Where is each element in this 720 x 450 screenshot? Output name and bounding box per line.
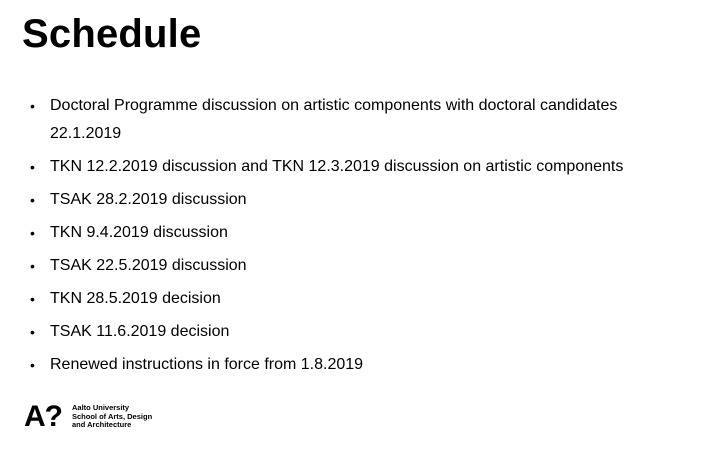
logo-line: School of Arts, Design [72, 411, 153, 421]
bullet-icon: • [30, 225, 35, 241]
list-item-text: TKN 12.2.2019 discussion and TKN 12.3.2019 discussion on artistic components [50, 158, 624, 175]
bullet-icon: • [30, 258, 35, 274]
list-item [0, 92, 680, 148]
bullet-icon: • [30, 159, 35, 175]
schedule-list [0, 92, 700, 384]
aalto-logo [24, 402, 152, 432]
list-item-text: TKN 9.4.2019 discussion [50, 224, 228, 241]
list-item [0, 252, 700, 280]
bullet-icon: • [30, 357, 35, 373]
bullet-icon: • [30, 192, 35, 208]
bullet-icon: • [30, 98, 35, 114]
list-item [0, 285, 700, 313]
list-item [0, 186, 700, 214]
list-item-text: TSAK 22.5.2019 discussion [50, 257, 247, 274]
aalto-logo-mark: A? [24, 400, 62, 433]
list-item [0, 219, 700, 247]
bullet-icon: • [30, 291, 35, 307]
logo-line: Aalto University [72, 403, 130, 413]
list-item-text: TKN 28.5.2019 decision [50, 290, 221, 307]
list-item-text: TSAK 11.6.2019 decision [50, 323, 230, 340]
bullet-icon: • [30, 324, 35, 340]
list-item [0, 351, 700, 379]
list-item [0, 318, 700, 346]
logo-line: and Architecture [72, 420, 132, 430]
list-item-text: Renewed instructions in force from 1.8.2019 [50, 356, 364, 373]
list-item [0, 153, 700, 181]
slide-title: Schedule [22, 12, 202, 56]
list-item-text: TSAK 28.2.2019 discussion [50, 191, 247, 208]
list-item-text: Doctoral Programme discussion on artistic components with doctoral candidates 22.1.2019 [50, 97, 618, 142]
aalto-logo-text [72, 404, 152, 430]
